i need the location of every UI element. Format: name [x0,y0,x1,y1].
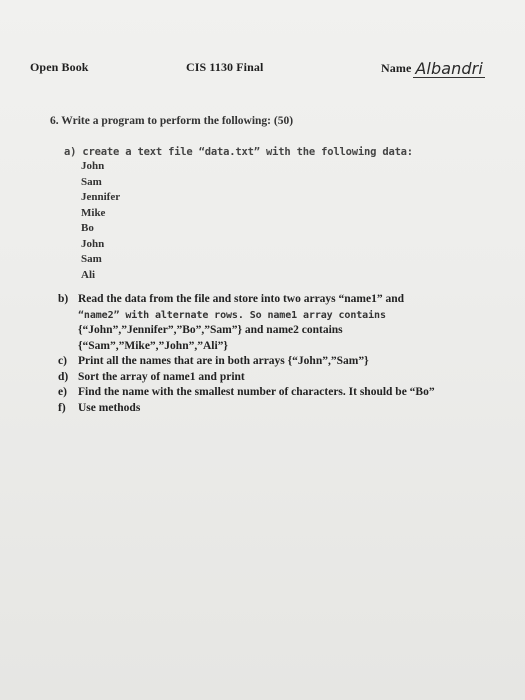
part-line: Read the data from the file and store into two arrays “name1” and [78,293,405,305]
question-title: 6. Write a program to perform the following: (50) [50,115,294,127]
part-line: Use methods [78,401,141,414]
part-label: f) [58,401,66,414]
list-item: Sam [81,253,102,265]
list-item: Sam [81,175,102,188]
list-item: John [81,160,105,172]
part-label: e) [58,386,67,398]
part-label: d) [58,370,69,383]
list-item: Mike [81,206,106,219]
part-text [78,292,508,354]
part-line: {“Sam”,”Mike”,”John”,”Ali”} [78,339,228,352]
part-b [58,292,508,354]
header-name-field [381,60,485,76]
part-d [58,370,508,386]
list-item: Jennifer [81,191,121,203]
part-line: Sort the array of name1 and print [78,370,245,383]
part-line: “name2” with alternate rows. So name1 array contains [78,309,386,321]
list-item: John [81,237,105,250]
header-course-title: CIS 1130 Final [186,60,264,74]
handwritten-name: Albandri [415,59,483,78]
name-label: Name [381,61,412,75]
part-label: b) [58,293,69,305]
part-label: c) [58,355,67,367]
list-item: Bo [81,222,94,234]
part-f [58,401,508,417]
question-parts [58,292,508,416]
part-line: Print all the names that are in both arrays {“John”,”Sam”} [78,355,369,367]
part-e [58,385,508,401]
part-line: {“John”,”Jennifer”,”Bo”,”Sam”} and name2 contains [78,324,343,336]
part-line: Find the name with the smallest number of characters. It should be “Bo” [78,386,435,398]
part-a-text: a) create a text file “data.txt” with the following data: [64,146,413,158]
data-name-list [81,159,120,283]
header-open-book: Open Book [30,60,89,74]
part-c [58,354,508,370]
list-item: Ali [81,268,96,281]
